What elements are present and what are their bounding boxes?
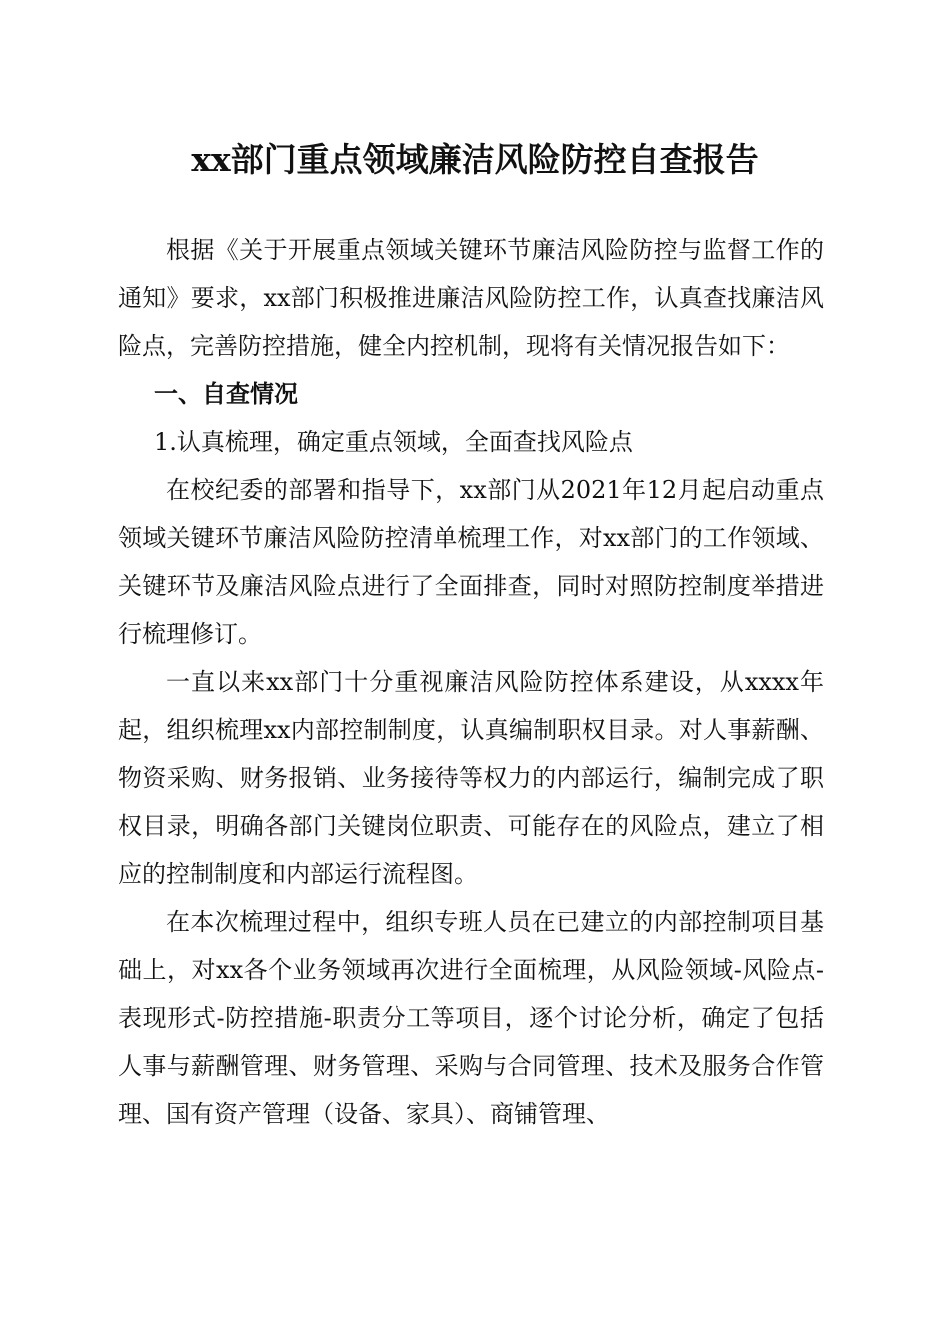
body-paragraph: 一直以来xx部门十分重视廉洁风险防控体系建设，从xxxx年起，组织梳理xx内部控制制度，认真编制职权目录。对人事薪酬、物资采购、财务报销、业务接待等权力的内部运行，编制完成了职权目录，明确各部门关键岗位职责、可能存在的风险点，建立了相应的控制制度和内部运行流程图。 <box>118 668 824 888</box>
body-paragraph: 在校纪委的部署和指导下，xx部门从2021年12月起启动重点领域关键环节廉洁风险防控清单梳理工作，对xx部门的工作领域、关键环节及廉洁风险点进行了全面排查，同时对照防控制度举措进行梳理修订。 <box>118 476 824 648</box>
document-body <box>118 226 824 1138</box>
subsection-heading: 1.认真梳理，确定重点领域，全面查找风险点 <box>154 428 633 456</box>
section-heading: 一、自查情况 <box>154 380 298 408</box>
intro-paragraph: 根据《关于开展重点领域关键环节廉洁风险防控与监督工作的通知》要求，xx部门积极推进廉洁风险防控工作，认真查找廉洁风险点，完善防控措施，健全内控机制，现将有关情况报告如下： <box>118 236 824 360</box>
body-paragraph: 在本次梳理过程中，组织专班人员在已建立的内部控制项目基础上，对xx各个业务领域再次进行全面梳理，从风险领域-风险点-表现形式-防控措施-职责分工等项目，逐个讨论分析，确定了包括人事与薪酬管理、财务管理、采购与合同管理、技术及服务合作管理、国有资产管理（设备、家具）、商铺管理、 <box>118 908 824 1128</box>
document-title: xx部门重点领域廉洁风险防控自查报告 <box>191 140 759 179</box>
